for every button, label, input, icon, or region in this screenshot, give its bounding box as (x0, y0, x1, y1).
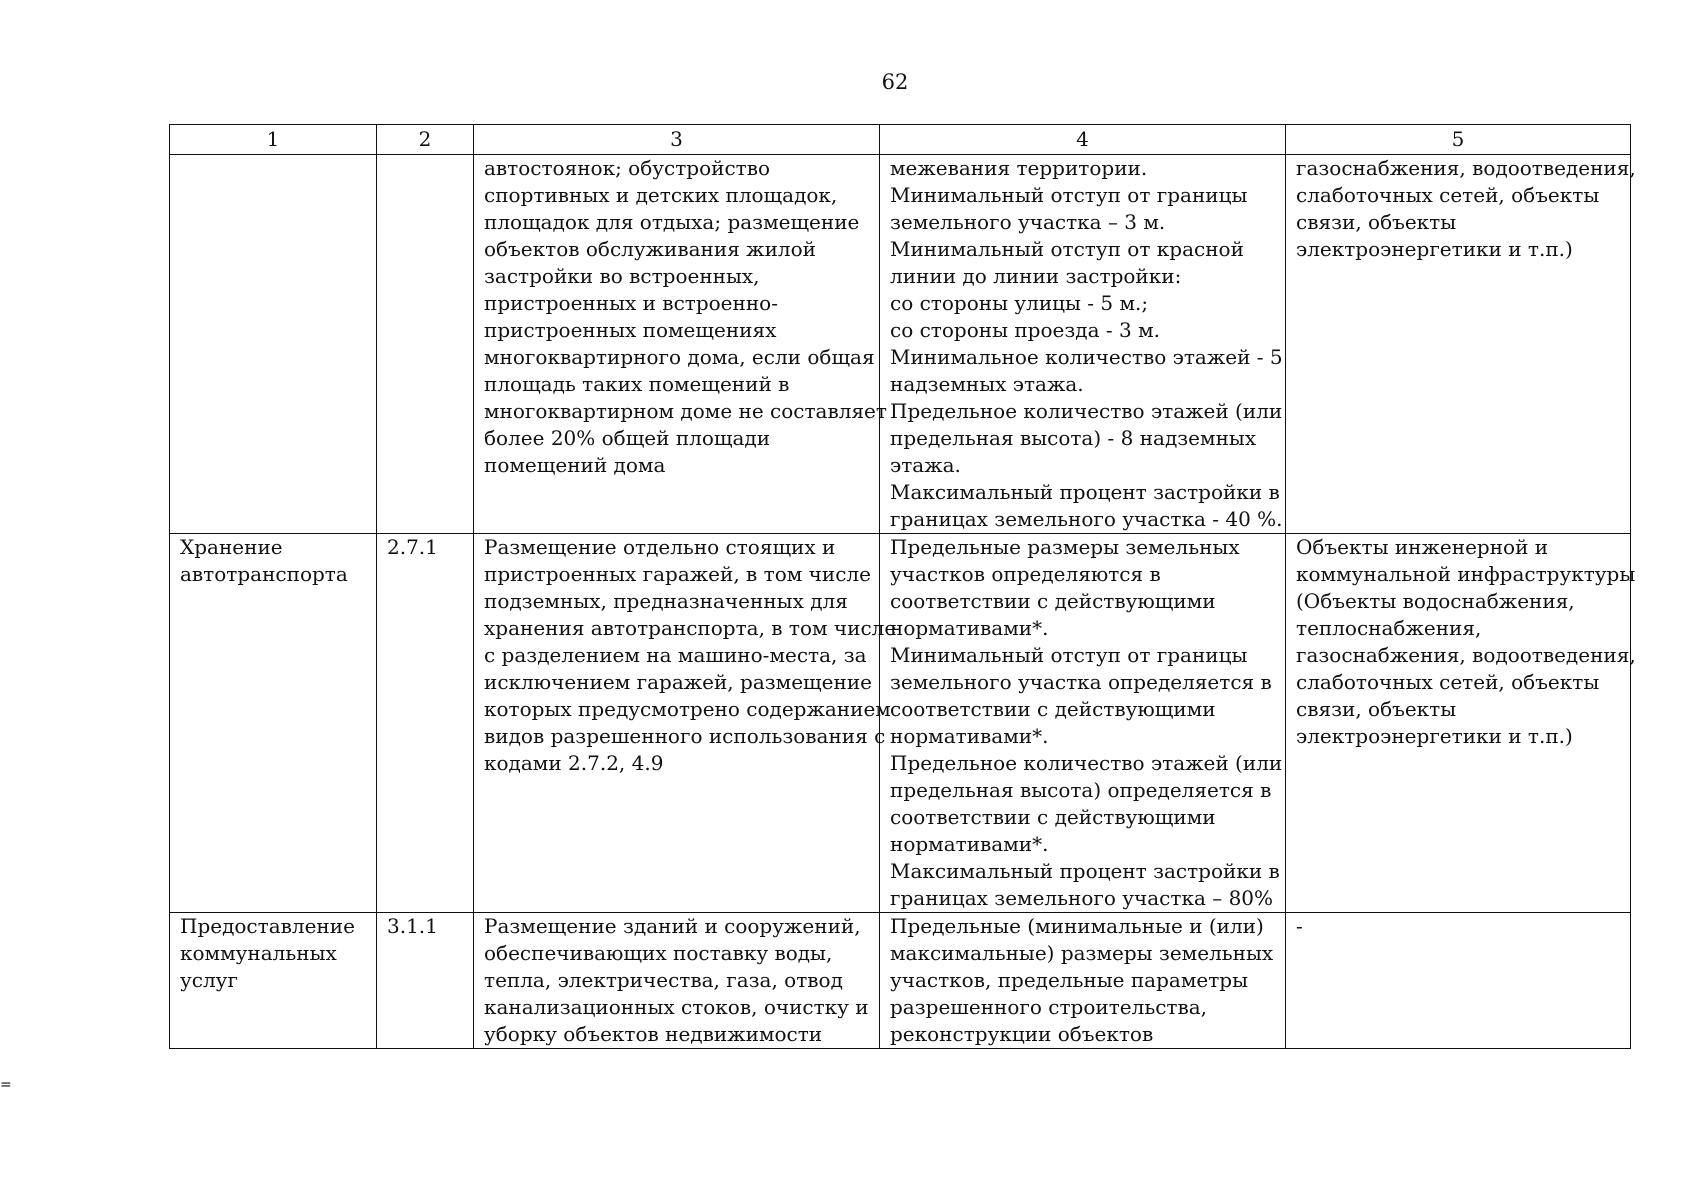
cell-text-line: которых предусмотрено содержанием (484, 697, 891, 721)
cell-text-line: надземных этажа. (890, 372, 1084, 396)
cell-text-line: соответствии с действующими (890, 697, 1216, 721)
cell-text-line: спортивных и детских площадок, (484, 183, 838, 207)
page-number: 62 (881, 70, 909, 94)
cell-text-line: Предельные размеры земельных (890, 535, 1240, 559)
cell-text-line: соответствии с действующими (890, 805, 1216, 829)
cell-text-line: пристроенных помещениях (484, 318, 777, 342)
cell-text-line: 2.7.1 (387, 535, 438, 559)
cell-text-line: видов разрешенного использования с (484, 724, 886, 748)
cell-text-line: границах земельного участка - 40 %. (890, 507, 1283, 531)
cell-text-line: участков, предельные параметры (890, 968, 1249, 992)
cell-text-line: разрешенного строительства, (890, 995, 1208, 1019)
cell-text-line: пристроенных гаражей, в том числе (484, 562, 871, 586)
cell-text-line: застройки во встроенных, (484, 264, 760, 288)
auxiliary-uses-cell (1286, 155, 1636, 534)
cell-text-line: Размещение отдельно стоящих и (484, 535, 836, 559)
parameters-cell (880, 155, 1286, 534)
table-row (170, 534, 1631, 913)
cell-text-line: электроэнергетики и т.п.) (1296, 237, 1573, 261)
auxiliary-uses-cell (1286, 534, 1636, 913)
cell-text-line: нормативами*. (890, 832, 1049, 856)
column-header-2: 2 (377, 125, 474, 155)
use-code-cell (377, 155, 474, 534)
cell-text-line: теплоснабжения, (1296, 616, 1482, 640)
cell-text-line: 3.1.1 (387, 914, 438, 938)
cell-text-line: реконструкции объектов (890, 1022, 1154, 1046)
cell-text-line: Минимальный отступ от границы (890, 643, 1248, 667)
cell-text-line: связи, объекты (1296, 210, 1457, 234)
cell-text-line: предельная высота) - 8 надземных (890, 426, 1257, 450)
table-row (170, 913, 1631, 1049)
cell-text-line: соответствии с действующими (890, 589, 1216, 613)
cell-text-line: Предельное количество этажей (или (890, 399, 1283, 423)
cell-text-line: - (1296, 914, 1303, 938)
cell-text-line: канализационных стоков, очистку и (484, 995, 869, 1019)
cell-text-line: со стороны проезда - 3 м. (890, 318, 1160, 342)
cell-text-line: коммунальной инфраструктуры (1296, 562, 1636, 586)
column-header-3: 3 (474, 125, 880, 155)
cell-text-line: Максимальный процент застройки в (890, 859, 1280, 883)
use-name-cell (170, 913, 377, 1049)
cell-text-line: слаботочных сетей, объекты (1296, 183, 1600, 207)
cell-text-line: Предоставление (180, 914, 355, 938)
cell-text-line: Хранение (180, 535, 283, 559)
use-description-cell (474, 534, 897, 913)
cell-text-line: тепла, электричества, газа, отвод (484, 968, 843, 992)
cell-text-line: объектов обслуживания жилой (484, 237, 816, 261)
use-name-cell (170, 534, 377, 913)
cell-text-line: максимальные) размеры земельных (890, 941, 1274, 965)
cell-text-line: Минимальный отступ от границы (890, 183, 1248, 207)
cell-text-line: Предельное количество этажей (или (890, 751, 1283, 775)
cell-text-line: услуг (180, 968, 238, 992)
cell-text-line: нормативами*. (890, 724, 1049, 748)
cell-text-line: Минимальное количество этажей - 5 (890, 345, 1283, 369)
cell-text-line: более 20% общей площади (484, 426, 771, 450)
cell-text-line: со стороны улицы - 5 м.; (890, 291, 1149, 315)
auxiliary-uses-cell (1286, 913, 1631, 1049)
margin-mark: = (0, 1077, 12, 1093)
cell-text-line: обеспечивающих поставку воды, (484, 941, 833, 965)
cell-text-line: уборку объектов недвижимости (484, 1022, 823, 1046)
use-code-cell (377, 913, 474, 1049)
cell-text-line: Объекты инженерной и (1296, 535, 1549, 559)
cell-text-line: связи, объекты (1296, 697, 1457, 721)
use-description-cell (474, 913, 880, 1049)
cell-text-line: Размещение зданий и сооружений, (484, 914, 861, 938)
cell-text-line: (Объекты водоснабжения, (1296, 589, 1575, 613)
cell-text-line: межевания территории. (890, 156, 1148, 180)
cell-text-line: земельного участка – 3 м. (890, 210, 1166, 234)
parameters-cell (880, 913, 1286, 1049)
parameters-cell (880, 534, 1286, 913)
cell-text-line: газоснабжения, водоотведения, (1296, 643, 1636, 667)
cell-text-line: хранения автотранспорта, в том числе (484, 616, 897, 640)
cell-text-line: коммунальных (180, 941, 337, 965)
table-header-row (170, 125, 1631, 155)
use-description-cell (474, 155, 887, 534)
cell-text-line: газоснабжения, водоотведения, (1296, 156, 1636, 180)
cell-text-line: автотранспорта (180, 562, 348, 586)
cell-text-line: участков определяются в (890, 562, 1161, 586)
cell-text-line: пристроенных и встроенно- (484, 291, 778, 315)
column-header-1: 1 (170, 125, 377, 155)
use-code-cell (377, 534, 474, 913)
cell-text-line: кодами 2.7.2, 4.9 (484, 751, 664, 775)
cell-text-line: автостоянок; обустройство (484, 156, 771, 180)
cell-text-line: границах земельного участка – 80% (890, 886, 1274, 910)
regulations-table (169, 124, 1636, 1049)
cell-text-line: помещений дома (484, 453, 666, 477)
cell-text-line: электроэнергетики и т.п.) (1296, 724, 1573, 748)
cell-text-line: Минимальный отступ от красной (890, 237, 1244, 261)
column-header-5: 5 (1286, 125, 1631, 155)
cell-text-line: площадь таких помещений в (484, 372, 790, 396)
cell-text-line: земельного участка определяется в (890, 670, 1272, 694)
cell-text-line: с разделением на машино-места, за (484, 643, 867, 667)
cell-text-line: многоквартирном доме не составляет (484, 399, 887, 423)
cell-text-line: Максимальный процент застройки в (890, 480, 1280, 504)
use-name-cell (170, 155, 377, 534)
table-row (170, 155, 1631, 534)
cell-text-line: нормативами*. (890, 616, 1049, 640)
cell-text-line: многоквартирного дома, если общая (484, 345, 875, 369)
column-header-4: 4 (880, 125, 1286, 155)
cell-text-line: предельная высота) определяется в (890, 778, 1272, 802)
cell-text-line: слаботочных сетей, объекты (1296, 670, 1600, 694)
cell-text-line: этажа. (890, 453, 961, 477)
cell-text-line: подземных, предназначенных для (484, 589, 848, 613)
cell-text-line: Предельные (минимальные и (или) (890, 914, 1264, 938)
cell-text-line: исключением гаражей, размещение (484, 670, 872, 694)
cell-text-line: площадок для отдыха; размещение (484, 210, 860, 234)
cell-text-line: линии до линии застройки: (890, 264, 1182, 288)
